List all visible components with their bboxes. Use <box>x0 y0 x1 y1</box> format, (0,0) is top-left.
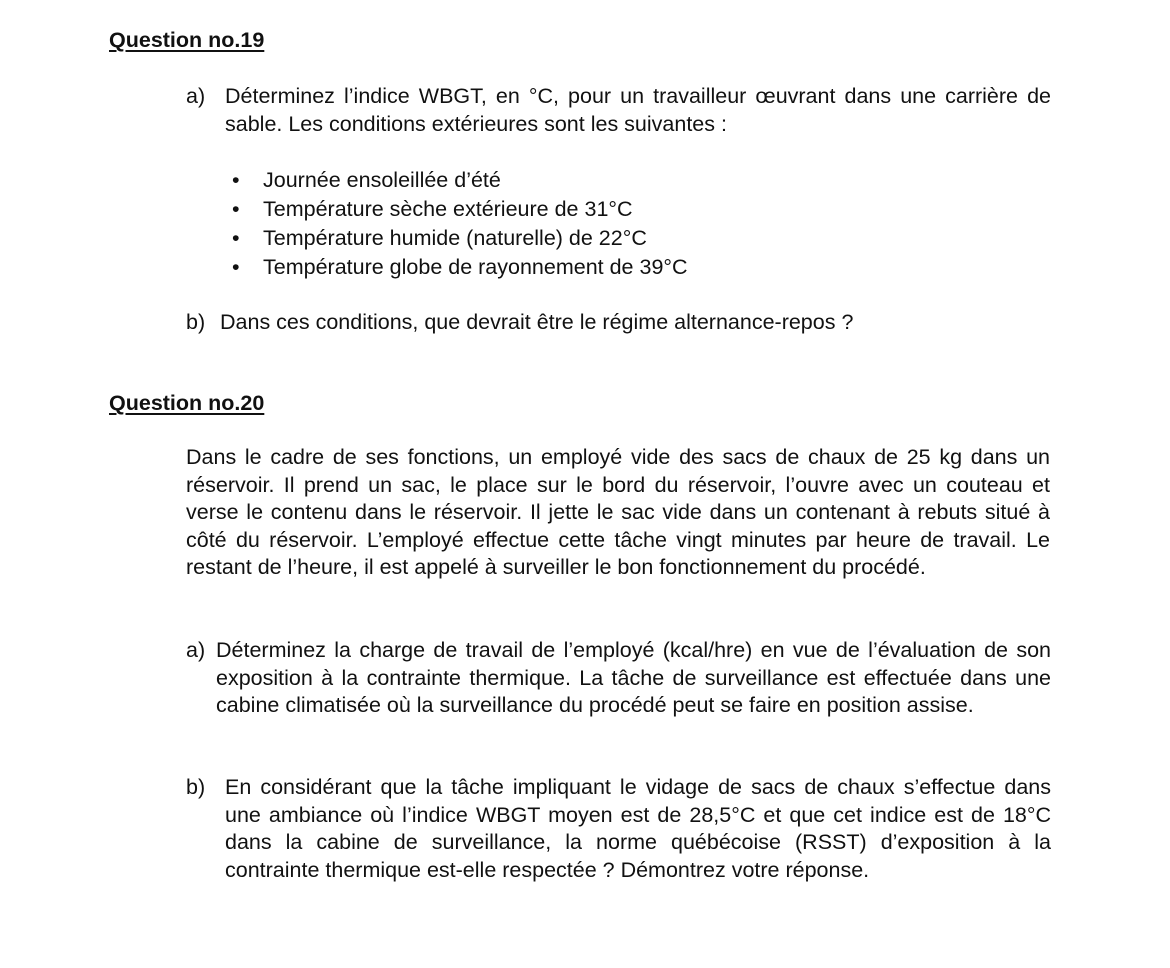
list-item-text: Température humide (naturelle) de 22°C <box>263 226 647 250</box>
part-b-label: b) <box>186 775 206 799</box>
list-item <box>228 224 688 253</box>
part-a-label: a) <box>186 84 206 108</box>
bullet-icon: • <box>232 197 240 221</box>
list-item <box>228 166 688 195</box>
question-19-title: Question no.19 <box>109 28 265 52</box>
question-20-part-a <box>186 637 1051 720</box>
bullet-icon: • <box>232 168 240 192</box>
question-20-part-b-text: En considérant que la tâche impliquant le vidage de sacs de chaux s’effectue dans une ambiance où l’indice WBGT moyen est de 28,5°C et que cet indice est de 18°C dans la cabine de surveillance, la norme québécoise (RSST) d’exposition à la contrainte thermique est-elle respectée ? Démontrez votre réponse. <box>225 775 1051 882</box>
part-b-label: b) <box>186 310 206 334</box>
list-item <box>228 253 688 282</box>
question-20-part-b <box>186 774 1051 884</box>
list-item <box>228 195 688 224</box>
bullet-icon: • <box>232 226 240 250</box>
list-item-text: Température sèche extérieure de 31°C <box>263 197 633 221</box>
conditions-list <box>228 166 688 282</box>
question-19-part-a-text: Déterminez l’indice WBGT, en °C, pour un travailleur œuvrant dans une carrière de sable. Les conditions extérieures sont les suivantes : <box>225 84 1051 136</box>
list-item-text: Température globe de rayonnement de 39°C <box>263 255 688 279</box>
question-19-part-a <box>186 83 1051 138</box>
question-20-title: Question no.20 <box>109 391 265 415</box>
list-item-text: Journée ensoleillée d’été <box>263 168 501 192</box>
question-20-intro: Dans le cadre de ses fonctions, un employé vide des sacs de chaux de 25 kg dans un réservoir. Il prend un sac, le place sur le bord du réservoir, l’ouvre avec un couteau et verse le contenu dans le réservoir. Il jette le sac vide dans un contenant à rebuts situé à côté du réservoir. L’employé effectue cette tâche vingt minutes par heure de travail. Le restant de l’heure, il est appelé à surveiller le bon fonctionnement du procédé. <box>186 445 1050 579</box>
part-a-label: a) <box>186 638 206 662</box>
question-19-part-b-text: Dans ces conditions, que devrait être le régime alternance-repos ? <box>220 310 854 334</box>
question-19-part-b <box>186 309 1051 337</box>
bullet-icon: • <box>232 255 240 279</box>
question-20-part-a-text: Déterminez la charge de travail de l’employé (kcal/hre) en vue de l’évaluation de son exposition à la contrainte thermique. La tâche de surveillance est effectuée dans une cabine climatisée où la surveillance du procédé peut se faire en position assise. <box>216 638 1051 717</box>
